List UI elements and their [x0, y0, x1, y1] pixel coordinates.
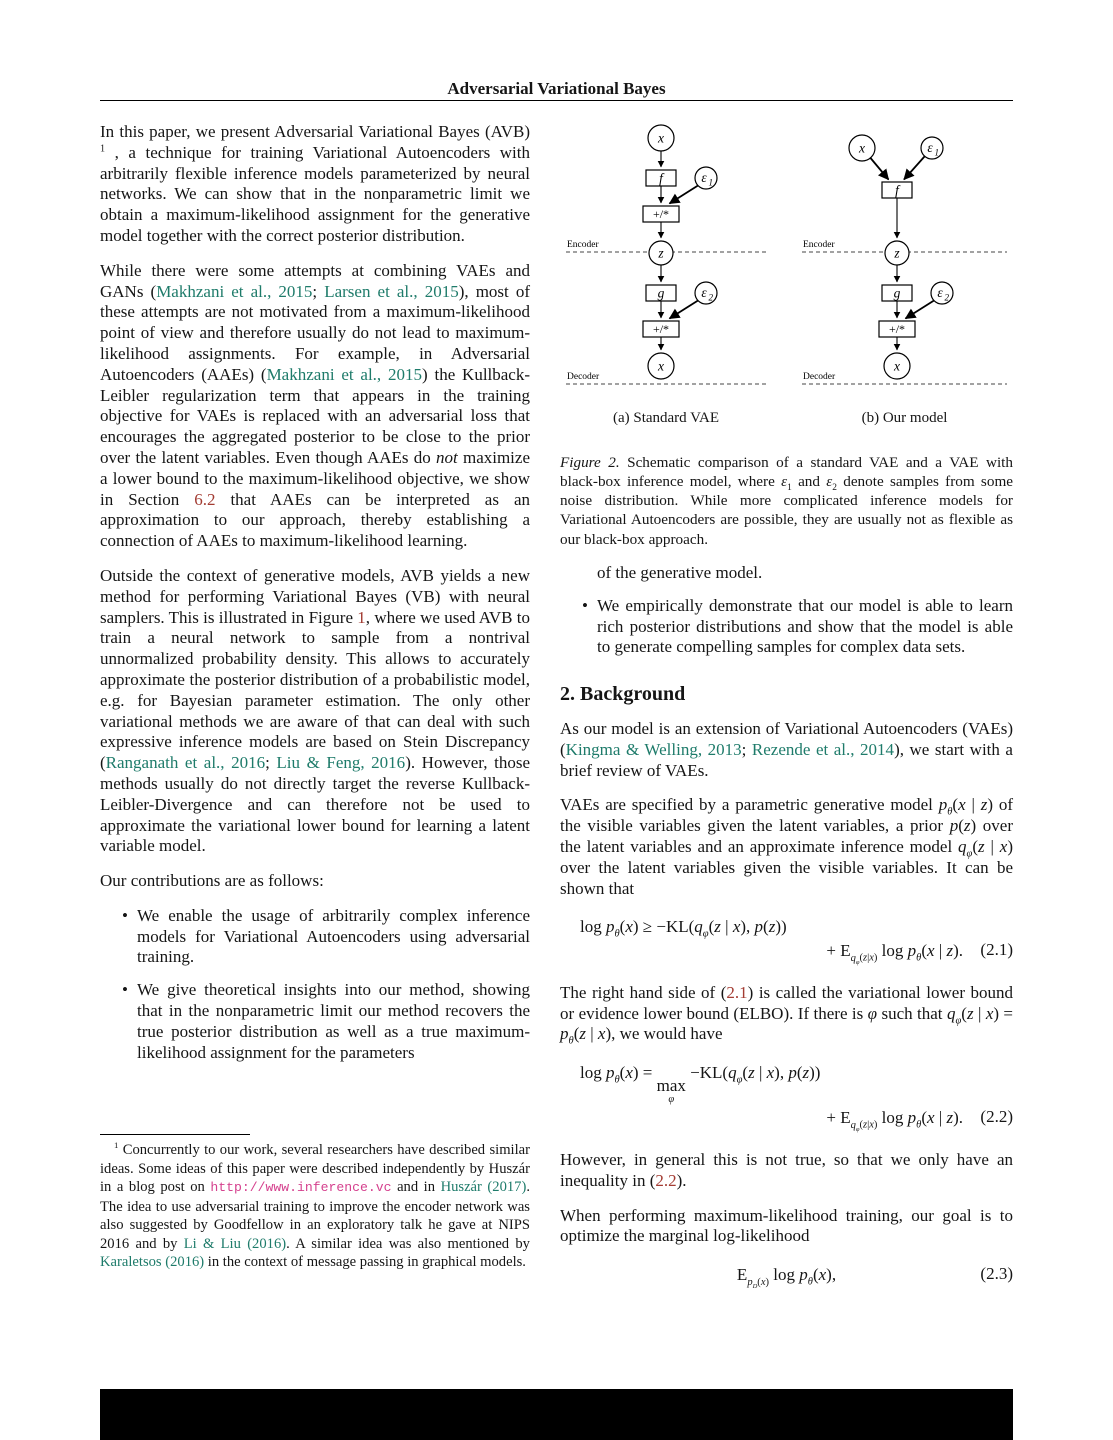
cross-reference[interactable]: 2.2: [655, 1170, 677, 1190]
bullet-item: [100, 980, 530, 1063]
citation-link[interactable]: Kingma & Welling, 2013: [565, 739, 742, 759]
label-x: x: [894, 358, 900, 374]
equation-2-3: [560, 1263, 1013, 1290]
citation-link[interactable]: Karaletsos (2016): [100, 1254, 205, 1270]
arrow: [871, 158, 889, 180]
external-url[interactable]: http://www.inference.vc: [210, 1180, 392, 1195]
arrow: [904, 157, 925, 180]
label-epsilon-sub: 2: [944, 292, 949, 303]
section-heading-background: 2. Background: [560, 683, 686, 706]
equation-number: (2.2): [980, 1107, 1013, 1127]
diagram-standard-vae: [566, 122, 766, 394]
citation-link[interactable]: Liu & Feng, 2016: [276, 753, 406, 773]
running-title: Adversarial Variational Bayes: [447, 79, 666, 98]
header-rule: [100, 100, 1013, 101]
footnote-marker[interactable]: 1: [100, 143, 106, 155]
footnote-rule: [100, 1134, 250, 1135]
equation-2-1: [560, 917, 1013, 966]
equation-line: + $E_{q_\varphi(z|x)}$ $\log p_\theta(x$ | z).: [826, 1108, 963, 1133]
label-plus-star: +/*: [652, 207, 670, 221]
decoder-label: Decoder: [803, 372, 836, 382]
bullet-marker: •: [122, 905, 128, 925]
cross-reference[interactable]: 6.2: [194, 489, 216, 509]
label-z: z: [658, 245, 664, 261]
label-g: g: [893, 285, 901, 301]
citation-link[interactable]: Makhzani et al., 2015: [156, 281, 313, 301]
label-epsilon: ε: [927, 140, 933, 155]
arrow: [670, 186, 699, 204]
label-epsilon-sub: 2: [708, 292, 713, 303]
equation-line: $\log p_\theta(x) \ge -KL(q_\varphi(z$ | x), p(z)): [580, 917, 787, 940]
label-x: x: [658, 358, 664, 374]
arrow: [670, 301, 699, 319]
label-plus-star: +/*: [652, 322, 670, 336]
decoder-label: Decoder: [567, 372, 600, 382]
equation-2-2: [560, 1063, 1013, 1133]
citation-link[interactable]: Li & Liu (2016): [183, 1235, 287, 1252]
paragraph-background-1: As our model is an extension of Variational Autoencoders (VAEs) (Kingma & Welling, 2013; Rezende et al., 2014), we start with a brief review of VAEs.: [560, 719, 1013, 780]
figure-2-diagrams: [560, 122, 1013, 429]
equation-number: (2.3): [980, 1263, 1013, 1283]
equation-line: $E_{p_D(x)}$ $\log p_\theta(x)$,: [736, 1265, 837, 1290]
label-x: x: [859, 140, 865, 156]
bullet-text: We give theoretical insights into our method, showing that in the nonparametric limit our method recovers the true posterior distribution as well as a true maximum-likelihood assignment for the parameters: [137, 980, 530, 1062]
cross-reference[interactable]: 2.1: [726, 982, 748, 1002]
subcaption-b: (b) Our model: [861, 409, 948, 426]
contributions-intro: Our contributions are as follows:: [100, 871, 324, 891]
right-column: [560, 122, 1013, 1307]
figure-caption: Figure 2. Schematic comparison of a standard VAE and a VAE with black-box inference model, where $\varepsilon_1$ and $\varepsilon_2$ denote samples from some noise distribution. While more complicated inference models for Variational Autoencoders are possible, they are usually not as flexible as our black-box approach.: [560, 453, 1013, 548]
footnote: $^1$ Concurrently to our work, several researchers have described similar ideas. Some ideas of this paper were described independently by Huszár in a blog post on http://www.inference.vc and in Huszár (2017). The idea to use adversarial training to improve the encoder network was also suggested by Goodfellow in an exploratory talk he gave at NIPS 2016 and by Li & Liu (2016). A similar idea was also mentioned by Karaletsos (2016) in the context of message passing in graphical models.: [100, 1140, 530, 1270]
citation-link[interactable]: Rezende et al., 2014: [751, 739, 895, 759]
bullet-item: [560, 596, 1013, 658]
label-f: f: [895, 182, 899, 198]
citation-link[interactable]: Huszár (2017): [440, 1179, 527, 1195]
label-x: x: [658, 130, 664, 146]
subfigure-our-model: [802, 122, 1007, 429]
paragraph-ml-training: When performing maximum-likelihood training, our goal is to optimize the marginal log-likelihood: [560, 1205, 1013, 1246]
figure-2: [560, 122, 1013, 549]
equation-line: + $E_{q_\varphi(z|x)}$ $\log p_\theta(x$ | z).: [826, 941, 963, 966]
citation-link[interactable]: Makhzani et al., 2015: [266, 364, 422, 384]
label-plus-star: +/*: [888, 322, 906, 336]
citation-link[interactable]: Ranganath et al., 2016: [105, 753, 266, 773]
bullet-text: We empirically demonstrate that our model is able to learn rich posterior distributions and show that the model is able to generate compelling samples for complex data sets.: [597, 595, 1013, 657]
arrow: [906, 301, 935, 319]
label-epsilon-sub: 1: [708, 177, 713, 188]
paragraph-intro: In this paper, we present Adversarial Variational Bayes (AVB) $^1$ , a technique for training Variational Autoencoders with arbitrarily flexible inference models parameterized by neural networks. We can show that in the nonparametric limit we obtain a maximum-likelihood assignment for the generative model together with the correct posterior distribution.: [100, 122, 530, 245]
bullet-text: We enable the usage of arbitrarily complex inference models for Variational Autoencoders using adversarial training.: [137, 905, 530, 967]
encoder-label: Encoder: [567, 240, 599, 250]
paragraph-vb: Outside the context of generative models, AVB yields a new method for performing Variational Bayes (VB) with neural samplers. This is illustrated in Figure 1, where we used AVB to train a neural network to sample from a nontrival unnormalized probability density. This allows to accurately approximate the posterior distribution of a probabilistic model, e.g. for Bayesian parameter estimation. The only other variational methods we are aware of that can deal with such expressive inference models are based on Stein Discrepancy (Ranganath et al., 2016; Liu & Feng, 2016). However, those methods usually do not directly target the reverse Kullback-Leibler-Divergence and can therefore not be used to approximate the variational lower bound for learning a latent variable model.: [100, 565, 530, 856]
subcaption-a: (a) Standard VAE: [612, 409, 720, 426]
paragraph-inequality: However, in general this is not true, so that we only have an inequality in (2.2).: [560, 1149, 1013, 1190]
subfigure-standard-vae: [566, 122, 766, 429]
encoder-label: Encoder: [803, 240, 835, 250]
cross-reference[interactable]: 1: [357, 607, 366, 627]
bullet-marker: •: [122, 980, 128, 1000]
label-z: z: [894, 245, 900, 261]
paragraph-background-2: VAEs are specified by a parametric generative model $p_\theta(x$ | z) of the visible variables given the latent variables, a prior p(z) over the latent variables and an approximate inference model $q_\varphi(z$ | x) over the latent variables given the visible variables. It can be shown that: [560, 795, 1013, 898]
paragraph-vae-gan: While there were some attempts at combining VAEs and GANs (Makhzani et al., 2015; Larsen et al., 2015), most of these attempts are not motivated from a maximum-likelihood point of view and therefore usually do not lead to maximum-likelihood assignments. For example, in Adversarial Autoencoders (AAEs) (Makhzani et al., 2015) the Kullback-Leibler regularization term that appears in the training objective for VAEs is replaced with an adversarial loss that encourages the aggregated posterior to be close to the prior over the latent variables. Even though AAEs do not maximize a lower bound to the maximum-likelihood objective, we show in Section 6.2 that AAEs can be interpreted as an approximation to our approach, thereby establishing a connection of AAEs to maximum-likelihood learning.: [100, 260, 531, 551]
citation-link[interactable]: Larsen et al., 2015: [324, 281, 459, 301]
label-epsilon: ε: [701, 170, 707, 185]
label-epsilon: ε: [937, 285, 943, 300]
cropped-next-figure: [100, 1389, 1013, 1440]
equation-number: (2.1): [980, 939, 1013, 959]
equation-line: $\log p_\theta(x)$ = max φ $-KL(q_\varphi(z$ | x), p(z)): [580, 1063, 821, 1105]
label-g: g: [657, 285, 665, 301]
bullet-continuation: of the generative model.: [597, 563, 763, 583]
bullet-marker: •: [582, 595, 588, 615]
label-f: f: [659, 170, 663, 186]
left-column: [100, 122, 530, 1071]
paragraph-elbo: The right hand side of (2.1) is called the variational lower bound or evidence lower bound (ELBO). If there is φ such that $q_\varphi(z$ | $x) = p_\theta(z$ | x), we would have: [560, 982, 1014, 1047]
bullet-item: [100, 906, 530, 968]
label-epsilon: ε: [701, 285, 707, 300]
diagram-our-model: [802, 122, 1007, 394]
label-epsilon-sub: 1: [934, 147, 939, 158]
